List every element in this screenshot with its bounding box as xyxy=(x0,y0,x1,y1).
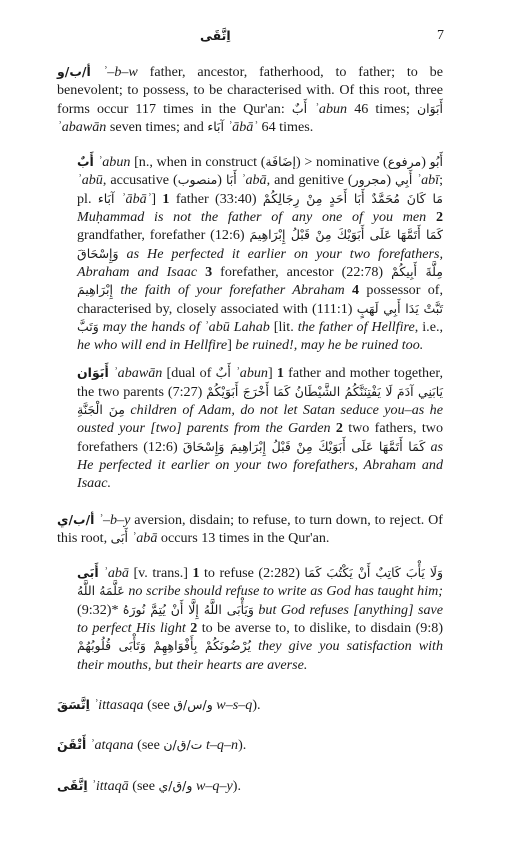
quran-quote: يُرْضُونَكُمْ بِأَفْوَاهِهِمْ وَتَأْبَى قُلُوبُهُمْ xyxy=(77,638,251,654)
translit: ʾittasaqa xyxy=(89,696,144,713)
text: father and mother together, the two parents (7:27) xyxy=(77,365,443,400)
text: ] xyxy=(151,190,163,207)
text: two fathers, two forefathers (12:6) xyxy=(77,420,443,455)
text: ) xyxy=(421,154,430,171)
translit: ʾittaqā xyxy=(87,777,129,794)
root-arabic: أ/ب/و xyxy=(57,64,91,79)
arabic-term: آبَاء xyxy=(207,118,224,134)
arabic-term: منصوب xyxy=(177,172,218,188)
quran-quote: يَابَنِي آدَمَ لَا يَفْتِنَنَّكُمُ الشَّيْطَانُ كَمَا أَخْرَجَ أَبَوَيْكُمْ مِنَ الْجَنَّةِ xyxy=(77,383,443,418)
sub-entry-abawan xyxy=(77,364,443,492)
text: ) xyxy=(386,172,396,189)
arabic-term: أَبَوَان xyxy=(416,100,443,116)
xref-root: ت/ق/ن xyxy=(163,737,203,753)
text: [dual of xyxy=(162,365,216,382)
arabic-term: أَبِي xyxy=(395,172,413,188)
cross-reference xyxy=(57,736,443,754)
text: ] xyxy=(227,337,236,354)
xref-root: و/س/ق xyxy=(173,696,213,712)
translit: ʾabun xyxy=(230,365,268,382)
text: ). xyxy=(252,696,261,713)
translation: as He perfected it earlier on your two forefathers, Abraham and Isaac xyxy=(77,245,443,280)
text: (see xyxy=(128,777,159,794)
page-number: 7 xyxy=(437,28,444,43)
arabic-term: أَبُو xyxy=(429,154,444,170)
arabic-term: أَبٌ xyxy=(215,365,231,381)
cross-reference xyxy=(57,777,443,795)
quran-quote: وَيَأْبَى اللَّهُ إِلَّا أَنْ يُتِمَّ نُورَهُ xyxy=(122,601,254,617)
translit: ʾabun xyxy=(93,154,131,171)
translation: but God refuses [anything] save to perfect His light xyxy=(77,601,444,637)
arabic-term: أَبٌ xyxy=(291,100,308,116)
sense-number: 1 xyxy=(276,365,284,382)
translit: ʾābāʾ xyxy=(114,190,152,207)
sub-headword: أَبَوَان xyxy=(77,365,109,381)
quran-quote: كَمَا أَتَمَّهَا عَلَى أَبَوَيْكَ مِنْ قَبْلُ إِبْرَاهِيمَ وَإِسْحَاقَ xyxy=(77,227,443,261)
root-translit: ʾ–b–y xyxy=(98,511,131,528)
translation: the faith of your forefather Abraham xyxy=(113,282,353,299)
text: to be averse to, to dislike, to disdain (9:8) xyxy=(197,620,444,637)
sub-entry-aba xyxy=(77,564,443,674)
arabic-term: أَبَى xyxy=(110,529,129,545)
quran-quote: تَبَّتْ يَدَا أَبِي لَهَبٍ وَتَبَّ xyxy=(77,300,443,334)
running-head-word: اِتَّقَى xyxy=(200,28,231,43)
sense-number: 1 xyxy=(192,565,200,582)
translit: ʾabawān xyxy=(57,118,107,135)
arabic-term: مجرور xyxy=(352,172,387,188)
translit: ʾatqana xyxy=(86,737,134,754)
xref-word: أَتْقَنَ xyxy=(57,737,87,753)
text: seven times; and xyxy=(106,118,208,135)
translit: ʾabū xyxy=(77,172,103,189)
text: forefather, ancestor (22:78) xyxy=(212,263,392,280)
cross-reference xyxy=(57,696,443,714)
text: ). xyxy=(232,777,241,794)
quran-quote: مَا كَانَ مُحَمَّدٌ أَبَا أَحَدٍ مِنْ رِجَالِكُمْ xyxy=(262,190,444,206)
translation: children of Adam, do not let Satan seduce you–as he ousted your [two] parents from the Garden xyxy=(77,402,443,437)
root-definition: aversion, disdain; to refuse, to turn down, to reject. Of this root, xyxy=(57,511,444,546)
text: possessor of, characterised by, closely associated with (111:1) xyxy=(77,282,443,317)
sense-number: 4 xyxy=(352,282,360,299)
text: ) > nominative ( xyxy=(295,154,388,171)
translit: t–q–n xyxy=(202,737,239,754)
translit: ʾabā xyxy=(98,565,129,582)
quran-quote: مِلَّةَ أَبِيكُمْ إِبْرَاهِيمَ xyxy=(77,263,443,298)
text: grandfather, forefather (12:6) xyxy=(77,227,250,244)
text: , accusative ( xyxy=(102,172,178,189)
sense-number: 2 xyxy=(190,620,198,637)
translation: Muḥammad is not the father of any one of you men xyxy=(77,209,436,226)
root-definition: father, ancestor, fatherhood, to father; to be benevolent; to possess, to be characterised with. Of this root, three forms occur 117 times in the Qur'an: xyxy=(57,64,443,117)
arabic-term: أَبَا xyxy=(226,172,237,188)
text: (see xyxy=(133,737,164,754)
sense-number: 2 xyxy=(435,209,443,226)
text: to refuse (2:282) xyxy=(199,565,305,582)
xref-root: و/ق/ي xyxy=(158,777,193,793)
text: 64 times. xyxy=(258,118,314,135)
translit: ʾabawān xyxy=(108,365,163,382)
translit: ʾabā xyxy=(128,529,158,546)
root-entry-aby xyxy=(57,511,443,548)
sub-entry-abun xyxy=(77,153,443,354)
translit: ʾābāʾ xyxy=(223,118,259,135)
arabic-term: مرفوع xyxy=(387,154,422,170)
translation: he who will end in Hellfire xyxy=(77,337,228,354)
text: , i.e., xyxy=(414,318,443,335)
quran-quote: وَلَا يَأْبَ كَاتِبٌ أَنْ يَكْتُبَ كَمَا عَلَّمَهُ اللَّهُ xyxy=(77,565,444,599)
translation: they give you satisfaction with their mouths, but their hearts are averse. xyxy=(77,638,443,673)
text: (see xyxy=(143,696,174,713)
text: *(9:32) xyxy=(77,601,259,618)
translation: may the hands of ʾabū Lahab xyxy=(98,318,274,335)
xref-word: اِتَّقَى xyxy=(57,777,88,793)
text: father (33:40) xyxy=(169,190,263,207)
root-arabic: أ/ب/ي xyxy=(57,511,95,527)
text: occurs 13 times in the Qur'an. xyxy=(157,529,330,546)
root-entry-abw xyxy=(57,63,443,136)
translit: ʾabā xyxy=(236,172,267,189)
text: [n., when in construct ( xyxy=(130,154,266,171)
translation: the father of Hellfire xyxy=(297,318,415,335)
sub-headword: أَبٌ xyxy=(77,154,94,170)
root-translit: ʾ–b–w xyxy=(102,64,138,80)
xref-word: اِتَّسَقَ xyxy=(57,696,90,712)
translit: w–q–y xyxy=(192,777,233,794)
arabic-term: آبَاء xyxy=(97,190,115,206)
text: ) xyxy=(217,172,226,189)
text: ; pl. xyxy=(77,172,444,207)
text: [v. trans.] xyxy=(128,565,193,582)
text: [lit. xyxy=(273,318,298,335)
translit: ʾabun xyxy=(307,100,348,117)
translit: w–s–q xyxy=(212,696,253,713)
sense-number: 2 xyxy=(335,420,343,437)
running-head xyxy=(0,28,526,48)
text: ] xyxy=(267,365,277,382)
sub-headword: أَبَى xyxy=(77,565,99,581)
translit: ʾabī xyxy=(412,172,440,189)
translation: be ruined!, may he be ruined too. xyxy=(235,337,424,354)
quran-quote: كَمَا أَتَمَّهَا عَلَى أَبَوَيْكَ مِنْ قَبْلُ إِبْرَاهِيمَ وَإِسْحَاقَ xyxy=(182,438,426,454)
arabic-term: إضَافَة xyxy=(265,154,296,170)
text: , and genitive ( xyxy=(266,172,353,189)
sense-number: 3 xyxy=(205,263,213,280)
translation: as He perfected it earlier on your two forefathers, Abraham and Isaac. xyxy=(77,438,443,492)
translation: no scribe should refuse to write as God has taught him; xyxy=(124,583,443,600)
sense-number: 1 xyxy=(162,190,170,207)
text: ). xyxy=(238,737,247,754)
page-body xyxy=(57,63,443,795)
text: 46 times; xyxy=(347,100,417,117)
